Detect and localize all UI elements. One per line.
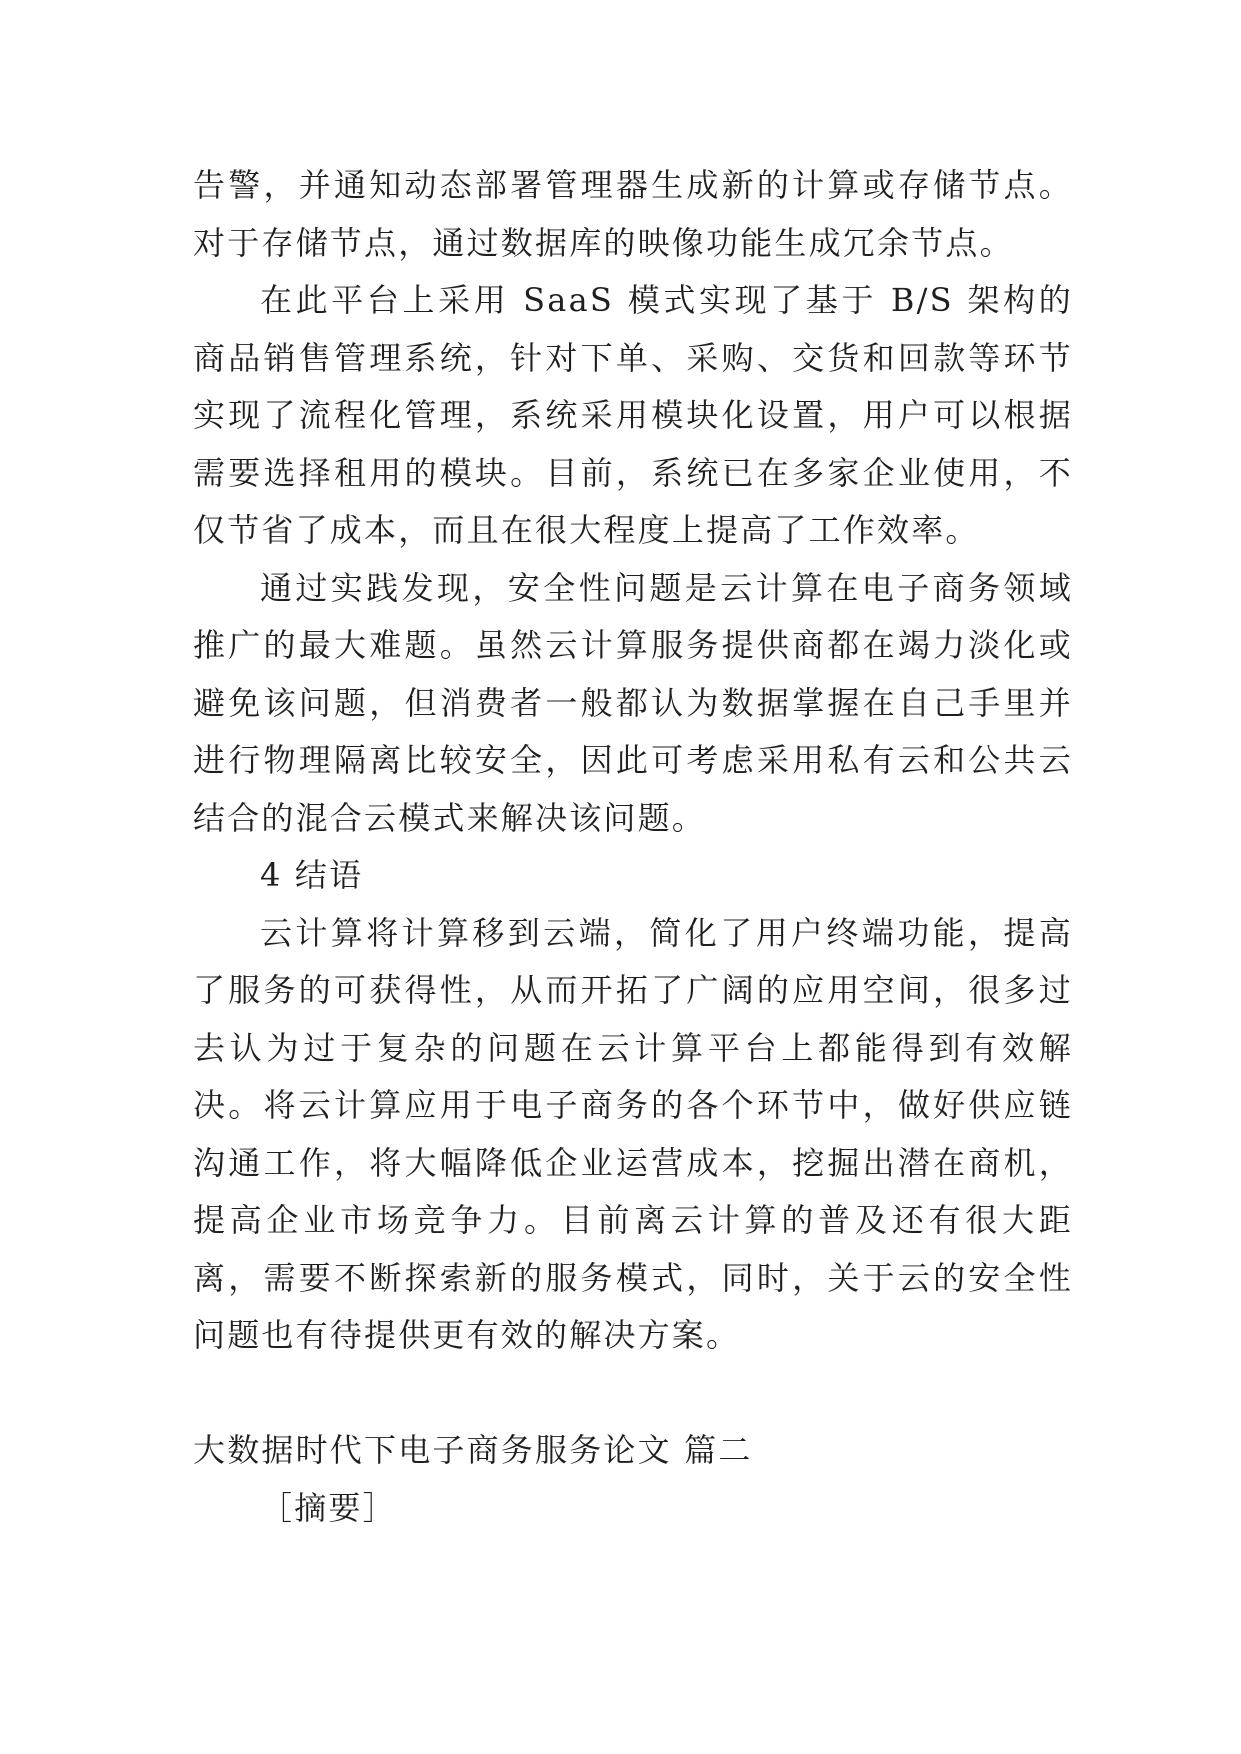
- paragraph-continuation: 告警，并通知动态部署管理器生成新的计算或存储节点。对于存储节点，通过数据库的映像功能生成冗余节点。: [193, 166, 1073, 262]
- section-heading-conclusion: 4 结语: [260, 856, 364, 894]
- paragraph-conclusion: 云计算将计算移到云端，简化了用户终端功能，提高了服务的可获得性，从而开拓了广阔的应用空间，很多过去认为过于复杂的问题在云计算平台上都能得到有效解决。将云计算应用于电子商务的各个环节中，做好供应链沟通工作，将大幅降低企业运营成本，挖掘出潜在商机，提高企业市场竞争力。目前离云计算的普及还有很大距离，需要不断探索新的服务模式，同时，关于云的安全性问题也有待提供更有效的解决方案。: [193, 913, 1073, 1354]
- document-body: [193, 157, 1073, 1537]
- article-title: 大数据时代下电子商务服务论文 篇二: [193, 1431, 753, 1469]
- paragraph-saas-system: 在此平台上采用 SaaS 模式实现了基于 B/S 架构的商品销售管理系统，针对下单、采购、交货和回款等环节实现了流程化管理，系统采用模块化设置，用户可以根据需要选择租用的模块。目前，系统已在多家企业使用，不仅节省了成本，而且在很大程度上提高了工作效率。: [193, 281, 1073, 549]
- paragraph-security-issue: 通过实践发现，安全性问题是云计算在电子商务领域推广的最大难题。虽然云计算服务提供商都在竭力淡化或避免该问题，但消费者一般都认为数据掌握在自己手里并进行物理隔离比较安全，因此可考虑采用私有云和公共云结合的混合云模式来解决该问题。: [193, 568, 1073, 837]
- blank-line: [193, 1365, 1073, 1423]
- abstract-label: ［摘要］: [260, 1488, 397, 1527]
